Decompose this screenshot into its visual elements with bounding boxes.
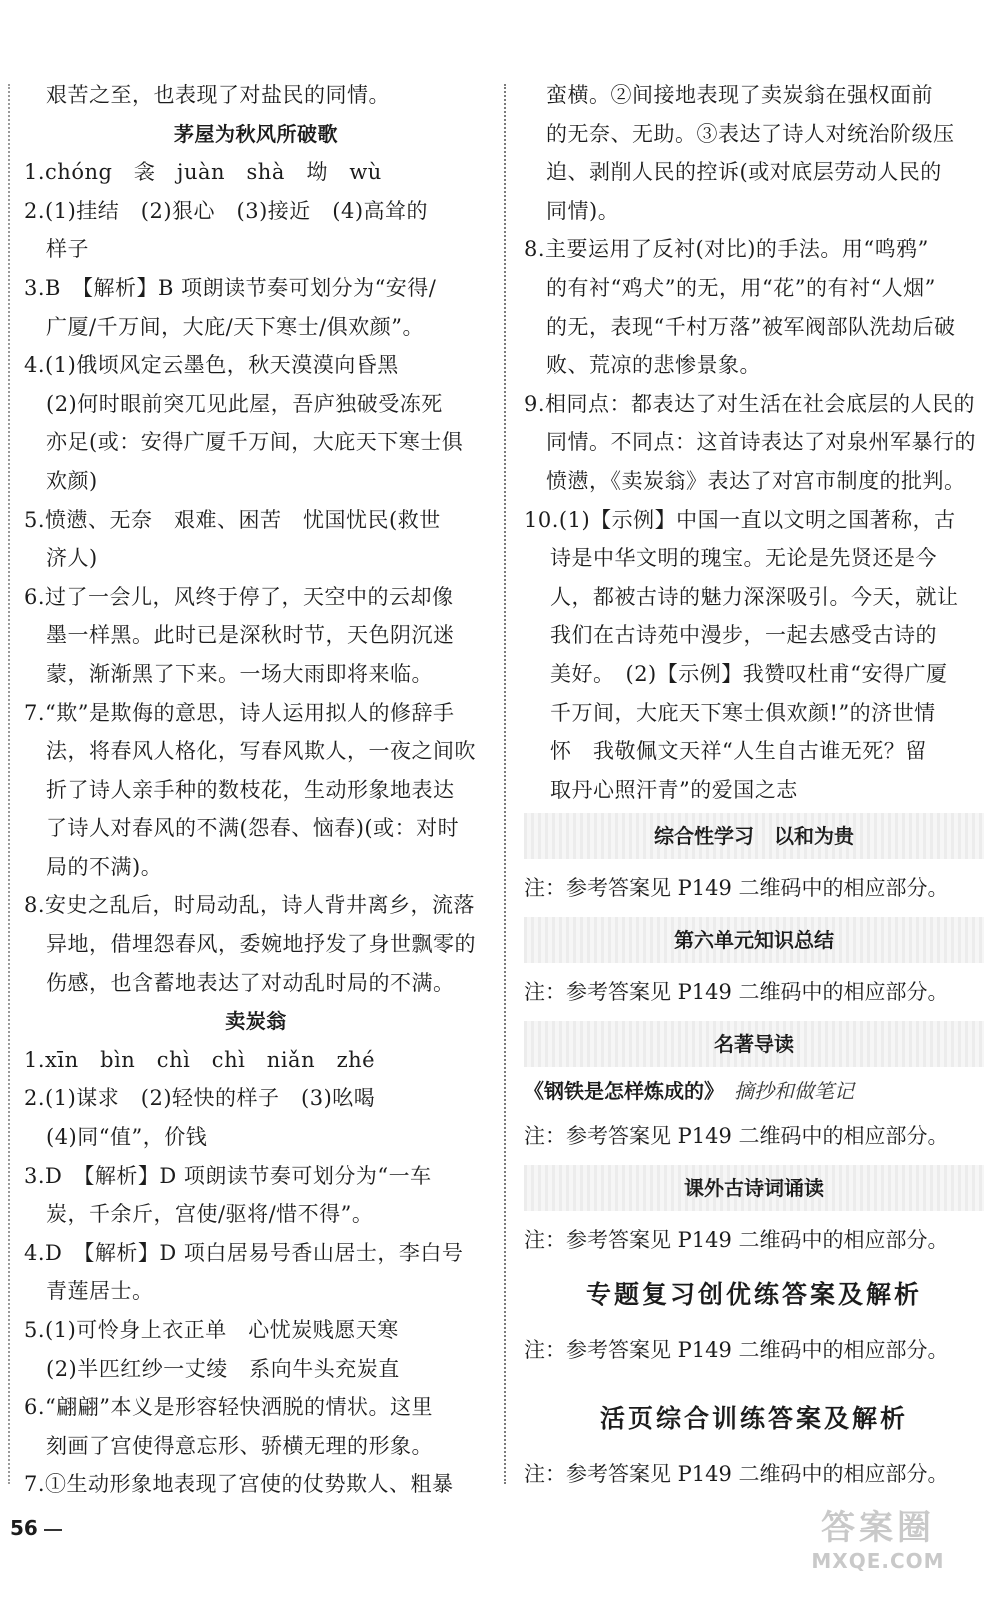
answer-line: 蛮横。②间接地表现了卖炭翁在强权面前	[546, 83, 933, 107]
answer-line: 5.(1)可怜身上衣正单 心忧炭贱愿天寒	[24, 1318, 399, 1342]
answer-line: 愤懑，《卖炭翁》表达了对宫市制度的批判。	[546, 468, 966, 493]
answer-line: 取丹心照汗青”的爱国之志	[550, 777, 798, 802]
answer-line: 迫、剥削人民的控诉(或对底层劳动人民的	[546, 160, 942, 185]
answer-line: 的无，表现“千村万落”被军阀部队洗劫后破	[546, 314, 956, 339]
answer-line: 欢颜)	[46, 468, 98, 493]
heading-zhuanti: 专题复习创优练答案及解析	[585, 1280, 922, 1310]
answer-line: 诗是中华文明的瑰宝。无论是先贤还是今	[550, 546, 937, 571]
watermark-logo: 答案圈 MXQE.COM	[811, 1508, 945, 1573]
note-zonghe: 注：参考答案见 P149 二维码中的相应部分。	[524, 876, 949, 901]
answer-line: 异地，借埋怨春风，委婉地抒发了身世飘零的	[46, 932, 476, 957]
section-title-zonghe: 综合性学习 以和为贵	[524, 813, 984, 859]
answer-line: 6.“翩翩”本义是形容轻快洒脱的情状。这里	[24, 1395, 434, 1420]
answer-line: 折了诗人亲手种的数枝花，生动形象地表达	[46, 777, 455, 802]
answer-line: 法，将春风人格化，写春风欺人，一夜之间吹	[46, 739, 476, 764]
answer-line: 3.D 【解析】D 项朗读节奏可划分为“一车	[24, 1163, 432, 1188]
answer-line: 5.愤懑、无奈 艰难、困苦 忧国忧民(救世	[24, 507, 441, 532]
section-title-mingzhu: 名著导读	[524, 1021, 984, 1067]
book-title: 《钢铁是怎样炼成的》	[524, 1079, 724, 1104]
answer-line: 10.(1)【示例】中国一直以文明之国著称，古	[524, 507, 956, 532]
answer-line: (2)半匹红纱一丈绫 系向牛头充炭直	[46, 1356, 400, 1381]
answer-line: 8.主要运用了反衬(对比)的手法。用“鸣鸦”	[524, 237, 929, 262]
answer-line: (4)同“值”，价钱	[46, 1125, 208, 1150]
answer-line: 局的不满)。	[46, 854, 163, 879]
answer-line: 亦足(或：安得广厦千万间，大庇天下寒士俱	[46, 430, 464, 455]
book-subtitle: 摘抄和做笔记	[734, 1079, 854, 1104]
section-title-kewai: 课外古诗词诵读	[524, 1165, 984, 1211]
note-huoye: 注：参考答案见 P149 二维码中的相应部分。	[524, 1462, 949, 1487]
answer-line: 败、荒凉的悲惨景象。	[546, 353, 761, 378]
section-title: 茅屋为秋风所破歌	[174, 121, 338, 146]
note-danyuan: 注：参考答案见 P149 二维码中的相应部分。	[524, 980, 949, 1005]
answer-line: 样子	[46, 237, 89, 262]
answer-line: 我们在古诗苑中漫步，一起去感受古诗的	[550, 623, 937, 648]
answer-line: 7.“欺”是欺侮的意思，诗人运用拟人的修辞手	[24, 700, 455, 725]
answer-line: (2)何时眼前突兀见此屋，吾庐独破受冻死	[46, 391, 443, 416]
page-number: 56	[10, 1516, 38, 1540]
answer-line: 广厦/千万间，大庇/天下寒士/俱欢颜”。	[46, 314, 424, 339]
answer-line: 青莲居士。	[46, 1279, 154, 1304]
note-mingzhu: 注：参考答案见 P149 二维码中的相应部分。	[524, 1124, 949, 1149]
answer-line: 同情。不同点：这首诗表达了对泉州军暴行的	[546, 430, 976, 455]
answer-line: 3.B 【解析】B 项朗读节奏可划分为“安得/	[24, 275, 437, 300]
section-title: 卖炭翁	[225, 1009, 287, 1034]
answer-line: 蒙，渐渐黑了下来。一场大雨即将来临。	[46, 661, 433, 686]
answer-line: 6.过了一会儿，风终于停了，天空中的云却像	[24, 584, 454, 609]
page-number-dash	[44, 1529, 62, 1531]
answer-line: 千万间，大庇天下寒士俱欢颜!”的济世情	[550, 700, 936, 725]
right-answer-lines	[524, 76, 984, 809]
note-zhuanti: 注：参考答案见 P149 二维码中的相应部分。	[524, 1338, 949, 1363]
answer-line: 炭，千余斤，宫使/驱将/惜不得”。	[46, 1202, 374, 1227]
section-title-danyuan: 第六单元知识总结	[524, 917, 984, 963]
left-column	[24, 76, 488, 1504]
answer-line: 1.chóng 衾 juàn shà 坳 wù	[24, 160, 382, 185]
answer-line: 2.(1)谋求 (2)轻快的样子 (3)吆喝	[24, 1086, 376, 1111]
answer-line: 了诗人对春风的不满(怨春、恼春)(或：对时	[46, 816, 460, 841]
answer-line: 7.①生动形象地表现了宫使的仗势欺人、粗暴	[24, 1472, 454, 1497]
answer-line: 同情)。	[546, 198, 620, 223]
answer-line: 8.安史之乱后，时局动乱，诗人背井离乡，流落	[24, 893, 476, 918]
answer-line: 艰苦之至，也表现了对盐民的同情。	[46, 83, 390, 107]
answer-line: 墨一样黑。此时已是深秋时节，天色阴沉迷	[46, 623, 455, 648]
answer-line: 的有衬“鸡犬”的无，用“花”的有衬“人烟”	[546, 275, 936, 300]
answer-line: 1.xīn bìn chì chì niǎn zhé	[24, 1047, 376, 1072]
note-kewai: 注：参考答案见 P149 二维码中的相应部分。	[524, 1228, 949, 1253]
right-column	[524, 76, 984, 1499]
answer-line: 4.D 【解析】D 项白居易号香山居士，李白号	[24, 1240, 464, 1265]
left-margin-dots	[8, 84, 10, 1484]
answer-line: 怀 我敬佩文天祥“人生自古谁无死？留	[550, 739, 927, 764]
answer-line: 刻画了宫使得意忘形、骄横无理的形象。	[46, 1433, 433, 1458]
answer-line: 伤感，也含蓄地表达了对动乱时局的不满。	[46, 970, 455, 995]
column-divider	[504, 84, 506, 1484]
answer-line: 4.(1)俄顷风定云墨色，秋天漠漠向昏黑	[24, 353, 399, 378]
answer-line: 济人)	[46, 546, 98, 571]
answer-line: 美好。 (2)【示例】我赞叹杜甫“安得广厦	[550, 661, 948, 686]
answer-line: 的无奈、无助。③表达了诗人对统治阶级压	[546, 121, 955, 146]
answer-line: 9.相同点：都表达了对生活在社会底层的人民的	[524, 391, 976, 416]
answer-line: 2.(1)挂结 (2)狠心 (3)接近 (4)高耸的	[24, 198, 429, 223]
mingzhu-book-line	[524, 1071, 984, 1111]
heading-huoye: 活页综合训练答案及解析	[599, 1404, 908, 1434]
answer-line: 人，都被古诗的魅力深深吸引。今天，就让	[550, 584, 959, 609]
